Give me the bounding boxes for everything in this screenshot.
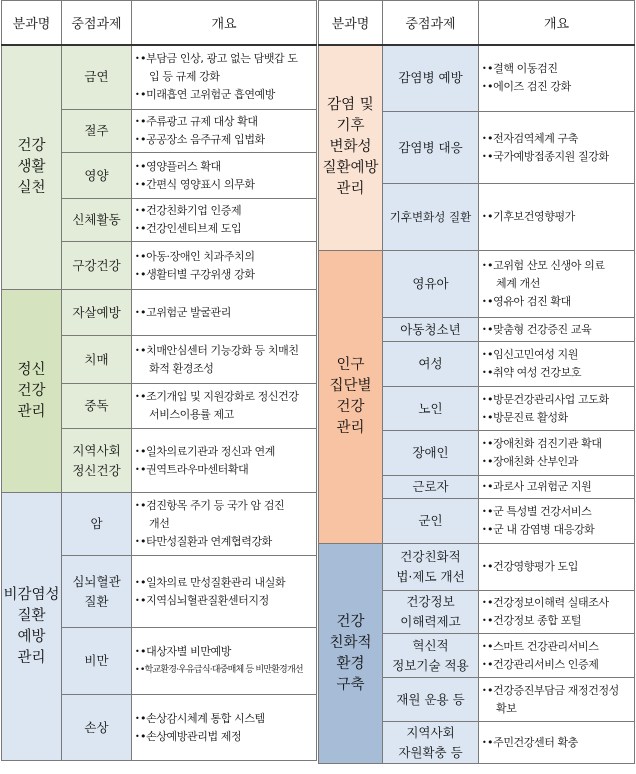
task-cell: 재원 운용 등 bbox=[383, 678, 479, 722]
task-cell: 구강건강 bbox=[62, 242, 132, 290]
bullet-item: • •부담금 인상, 광고 없는 담뱃갑 도 bbox=[135, 50, 313, 68]
task-cell: 영유아 bbox=[383, 251, 479, 318]
bullet-item: • •권역트라우마센터확대 bbox=[135, 461, 313, 479]
task-cell: 건강정보 이해력제고 bbox=[383, 591, 479, 634]
overview-cell bbox=[479, 45, 635, 112]
left-table bbox=[1, 0, 317, 761]
task-cell: 중독 bbox=[62, 384, 132, 429]
header-overview: 개요 bbox=[479, 1, 635, 45]
bullet-item: • •조기개입 및 지원강화로 정신건강 bbox=[135, 388, 313, 406]
bullet-item: • •방문진료 활성화 bbox=[482, 409, 631, 427]
bullet-item: • •주민건강센터 확충 bbox=[482, 734, 631, 752]
task-cell: 노인 bbox=[383, 387, 479, 431]
task-cell: 금연 bbox=[62, 45, 132, 110]
bullet-item: • •생활터별 구강위생 강화 bbox=[135, 266, 313, 284]
bullet-item: • •간편식 영양표시 의무화 bbox=[135, 176, 313, 194]
task-cell: 건강친화적 법·제도 개선 bbox=[383, 544, 479, 591]
bullet-item: • •학교환경·우유급식·대중매체 등 비만환경개선 bbox=[135, 661, 313, 679]
overview-cell bbox=[479, 722, 635, 764]
category-noncommunicable: 비감염성 질환 예방 관리 bbox=[2, 493, 62, 761]
bullet-item: • •에이즈 검진 강화 bbox=[482, 78, 631, 96]
bullet-item: • •기후보건영향평가 bbox=[482, 208, 631, 226]
overview-cell bbox=[132, 242, 317, 290]
bullet-item: • •손상감시체계 통합 시스템 bbox=[135, 710, 313, 728]
overview-cell bbox=[132, 628, 317, 695]
task-cell: 혁신적 정보기술 적용 bbox=[383, 634, 479, 678]
bullet-item: • •방문건강관리사업 고도화 bbox=[482, 391, 631, 409]
bullet-item: • •취약 여성 건강보호 bbox=[482, 364, 631, 382]
bullet-item: • •국가예방접종지원 질강화 bbox=[482, 148, 631, 166]
right-table bbox=[318, 0, 635, 764]
bullet-continuation: 체계 개선 bbox=[496, 277, 541, 290]
bullet-item: • •건강정보 종합 포털 bbox=[482, 612, 631, 630]
bullet-continuation: 서비스이용률 제고 bbox=[149, 408, 234, 421]
task-cell: 장애인 bbox=[383, 431, 479, 476]
header-category: 분과명 bbox=[2, 1, 62, 45]
task-cell: 아동청소년 bbox=[383, 318, 479, 342]
bullet-item: • •대상자별 비만예방 bbox=[135, 643, 313, 661]
bullet-item: • •과로사 고위험군 지원 bbox=[482, 478, 631, 496]
overview-cell bbox=[479, 678, 635, 722]
overview-cell bbox=[479, 431, 635, 476]
overview-cell bbox=[132, 110, 317, 153]
task-cell: 기후변화성 질환 bbox=[383, 184, 479, 251]
task-cell: 절주 bbox=[62, 110, 132, 153]
bullet-item: • •아동·장애인 치과주치의 bbox=[135, 248, 313, 266]
header-task: 중점과제 bbox=[383, 1, 479, 45]
bullet-continuation: 확보 bbox=[496, 701, 517, 715]
header-overview: 개요 bbox=[132, 1, 317, 45]
overview-cell bbox=[479, 318, 635, 342]
task-cell: 영양 bbox=[62, 153, 132, 199]
overview-cell bbox=[132, 290, 317, 336]
overview-cell bbox=[479, 591, 635, 634]
bullet-item: • •고위험군 발굴관리 bbox=[135, 304, 313, 322]
bullet-item: • •건강관리서비스 인증제 bbox=[482, 656, 631, 674]
overview-cell bbox=[132, 199, 317, 242]
bullet-item: • •일차의료기관과 정신과 연계 bbox=[135, 443, 313, 461]
bullet-item: • •타만성질환과 연계협력강화 bbox=[135, 533, 313, 551]
bullet-item: • •임신고민여성 지원 bbox=[482, 346, 631, 364]
overview-cell bbox=[132, 153, 317, 199]
bullet-item: • •공공장소 음주규제 입법화 bbox=[135, 131, 313, 149]
task-cell: 암 bbox=[62, 493, 132, 556]
bullet-item: • •손상예방관리법 제정 bbox=[135, 728, 313, 746]
overview-cell bbox=[132, 336, 317, 384]
overview-cell bbox=[479, 184, 635, 251]
bullet-item: • •영유아 검진 확대 bbox=[482, 293, 631, 311]
bullet-item: • •검진항목 주기 등 국가 암 검진 bbox=[135, 497, 313, 515]
bullet-item: • •영양플러스 확대 bbox=[135, 158, 313, 176]
bullet-item: • •건강정보이해력 실태조사 bbox=[482, 594, 631, 612]
category-mental-health: 정신 건강 관리 bbox=[2, 290, 62, 493]
bullet-continuation: 입 등 규제 강화 bbox=[149, 70, 220, 84]
task-cell: 심뇌혈관 질환 bbox=[62, 556, 132, 628]
category-health-environment: 건강 친화적 환경 구축 bbox=[319, 544, 383, 764]
task-cell: 감염병 대응 bbox=[383, 112, 479, 184]
task-cell: 여성 bbox=[383, 342, 479, 387]
bullet-item: • •군 특성별 건강서비스 bbox=[482, 503, 631, 521]
bullet-item: • •스마트 건강관리서비스 bbox=[482, 638, 631, 656]
task-cell: 신체활동 bbox=[62, 199, 132, 242]
category-health-lifestyle: 건강 생활 실천 bbox=[2, 45, 62, 290]
bullet-item: • •주류광고 규제 대상 확대 bbox=[135, 113, 313, 131]
task-cell: 비만 bbox=[62, 628, 132, 695]
category-infection-climate: 감염 및 기후 변화성 질환예방 관리 bbox=[319, 45, 383, 251]
task-cell: 치매 bbox=[62, 336, 132, 384]
task-cell: 군인 bbox=[383, 499, 479, 544]
overview-cell bbox=[479, 387, 635, 431]
overview-cell bbox=[132, 695, 317, 761]
bullet-item: • •건강영향평가 도입 bbox=[482, 558, 631, 576]
overview-cell bbox=[479, 634, 635, 678]
bullet-item: • •결핵 이동검진 bbox=[482, 60, 631, 78]
bullet-continuation: 개선 bbox=[149, 517, 170, 530]
bullet-item: • •건강증진부담금 재정건정성 bbox=[482, 682, 631, 700]
overview-cell bbox=[132, 429, 317, 493]
task-cell: 근로자 bbox=[383, 476, 479, 499]
overview-cell bbox=[479, 544, 635, 591]
overview-cell bbox=[479, 251, 635, 318]
task-cell: 손상 bbox=[62, 695, 132, 761]
bullet-item: • •일차의료 만성질환관리 내실화 bbox=[135, 574, 313, 592]
task-cell: 자살예방 bbox=[62, 290, 132, 336]
header-task: 중점과제 bbox=[62, 1, 132, 45]
overview-cell bbox=[132, 493, 317, 556]
overview-cell bbox=[479, 112, 635, 184]
bullet-item: • •건강인센티브제 도입 bbox=[135, 220, 313, 238]
bullet-continuation: 화적 환경조성 bbox=[149, 361, 214, 375]
bullet-item: • •고위험 산모 신생아 의료 bbox=[482, 257, 631, 275]
bullet-item: • •장애친화 검진기관 확대 bbox=[482, 435, 631, 453]
overview-cell bbox=[479, 476, 635, 499]
bullet-item: • •지역심뇌혈관질환센터지정 bbox=[135, 592, 313, 610]
bullet-item: • •미래흡연 고위험군 흡연예방 bbox=[135, 86, 313, 104]
overview-cell bbox=[479, 499, 635, 544]
bullet-item: • •전자검역체계 구축 bbox=[482, 130, 631, 148]
bullet-item: • •장애친화 산부인과 bbox=[482, 453, 631, 471]
bullet-item: • •건강친화기업 인증제 bbox=[135, 202, 313, 220]
bullet-item: • •군 내 감염병 대응강화 bbox=[482, 521, 631, 539]
task-cell: 지역사회 자원확충 등 bbox=[383, 722, 479, 764]
overview-cell bbox=[132, 556, 317, 628]
header-category: 분과명 bbox=[319, 1, 383, 45]
task-cell: 감염병 예방 bbox=[383, 45, 479, 112]
task-cell: 지역사회 정신건강 bbox=[62, 429, 132, 493]
overview-cell bbox=[132, 384, 317, 429]
bullet-item: • •맞춤형 건강증진 교육 bbox=[482, 321, 631, 339]
overview-cell bbox=[479, 342, 635, 387]
bullet-item: • •치매안심센터 기능강화 등 치매친 bbox=[135, 342, 313, 360]
overview-cell bbox=[132, 45, 317, 110]
category-population-groups: 인구 집단별 건강 관리 bbox=[319, 251, 383, 544]
